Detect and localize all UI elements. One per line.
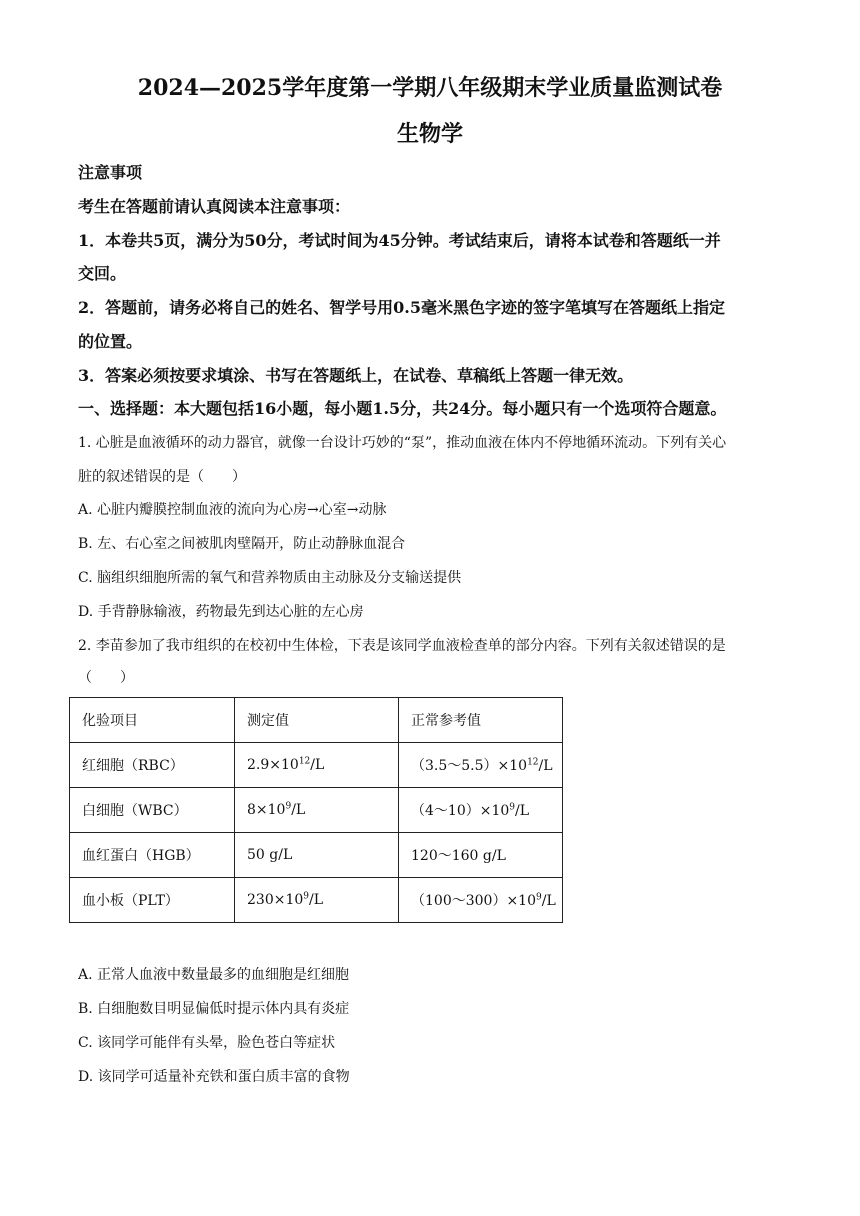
cell-item: 白细胞（WBC） (70, 788, 235, 833)
question-1-option-a: A. 心脏内瓣膜控制血液的流向为心房→心室→动脉 (78, 502, 387, 518)
cell-value: $2.9\times 10^{12}/L$ (235, 743, 399, 788)
section-1-heading: 一、选择题：本大题包括16小题，每小题1.5分，共24分。每小题只有一个选项符合题意。 (78, 399, 727, 418)
header-cell-value: 测定值 (235, 698, 399, 743)
question-2-option-b: B. 白细胞数目明显偏低时提示体内具有炎症 (78, 1001, 350, 1017)
question-2-stem-line-1: 2. 李苗参加了我市组织的在校初中生体检，下表是该同学血液检查单的部分内容。下列有关叙述错误的是 (78, 638, 726, 654)
notice-intro: 考生在答题前请认真阅读本注意事项： (78, 197, 351, 216)
table-row (70, 833, 563, 878)
header-cell-item: 化验项目 (70, 698, 235, 743)
question-2-option-c: C. 该同学可能伴有头晕，脸色苍白等症状 (78, 1035, 336, 1051)
table-header-row (70, 698, 563, 743)
question-1-option-b: B. 左、右心室之间被肌肉壁隔开，防止动静脉血混合 (78, 536, 406, 552)
cell-reference: $(3.5\sim 5.5)\times 10^{12}/L$ (399, 743, 563, 788)
cell-value: 50 g/L (235, 833, 399, 878)
notice-item-1-line-2: 交回。 (78, 264, 127, 283)
question-1-option-d: D. 手背静脉输液，药物最先到达心脏的左心房 (78, 604, 364, 620)
question-2-stem-line-2: （ ） (78, 670, 134, 686)
cell-item: 红细胞（RBC） (70, 743, 235, 788)
question-1-stem-line-1: 1. 心脏是血液循环的动力器官，就像一台设计巧妙的“泵”，推动血液在体内不停地循环流动。下列有关心 (78, 435, 727, 451)
notice-item-1-line-1: 1．本卷共5页，满分为50分，考试时间为45分钟。考试结束后，请将本试卷和答题纸一并 (78, 231, 721, 250)
cell-value: $230\times 10^9/L$ (235, 878, 399, 923)
cell-reference: 120～160 g/L (399, 833, 563, 878)
table-row (70, 788, 563, 833)
question-1-stem-line-2: 脏的叙述错误的是（ ） (78, 469, 246, 485)
notice-heading: 注意事项 (78, 163, 143, 182)
notice-item-2-line-2: 的位置。 (78, 332, 143, 351)
cell-item: 血红蛋白（HGB） (70, 833, 235, 878)
question-2-option-a: A. 正常人血液中数量最多的血细胞是红细胞 (78, 967, 350, 983)
cell-reference: $(100\sim 300)\times 10^9/L$ (399, 878, 563, 923)
cell-value: $8\times 10^9/L$ (235, 788, 399, 833)
cell-reference: $(4\sim 10)\times 10^9/L$ (399, 788, 563, 833)
notice-item-2-line-1: 2．答题前，请务必将自己的姓名、智学号用0.5毫米黑色字迹的签字笔填写在答题纸上指定 (78, 298, 725, 317)
table-row (70, 743, 563, 788)
cell-item: 血小板（PLT） (70, 878, 235, 923)
table-row (70, 878, 563, 923)
subject-title: 生物学 (396, 121, 463, 147)
question-2-option-d: D. 该同学可适量补充铁和蛋白质丰富的食物 (78, 1069, 350, 1085)
blood-test-table (69, 697, 563, 923)
header-cell-reference: 正常参考值 (399, 698, 563, 743)
notice-item-3: 3．答案必须按要求填涂、书写在答题纸上，在试卷、草稿纸上答题一律无效。 (78, 366, 634, 385)
question-1-option-c: C. 脑组织细胞所需的氧气和营养物质由主动脉及分支输送提供 (78, 570, 462, 586)
exam-title: 2024—2025学年度第一学期八年级期末学业质量监测试卷 (137, 75, 723, 101)
